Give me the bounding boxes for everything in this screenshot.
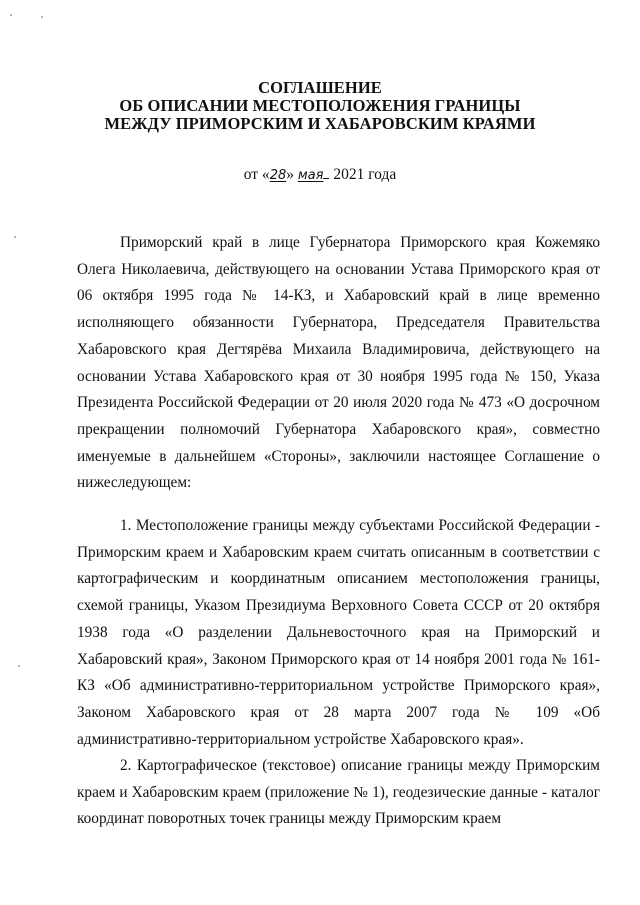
date-suffix: 2021 года <box>329 166 397 183</box>
scan-speck <box>18 665 20 667</box>
document-title-line-1: СОГЛАШЕНИЕ <box>258 78 382 97</box>
date-month-handwritten: мая <box>297 168 324 183</box>
scan-speck <box>14 236 16 238</box>
document-title-line-3: МЕЖДУ ПРИМОРСКИМ И ХАБАРОВСКИМ КРАЯМИ <box>104 114 536 133</box>
preamble-paragraph: Приморский край в лице Губернатора Приморского края Кожемяко Олега Николаевича, действующего на основании Устава Приморского края от 06 октября 1995 года № 14-КЗ, и Хабаровский край в лице временно исполняющего обязанности Губернатора, Председателя Правительства Хабаровского края Дегтярёва Михаила Владимировича, действующего на основании Устава Хабаровского края от 30 ноября 1995 года № 150, Указа Президента Российской Федерации от 20 июля 2020 года № 473 «О досрочном прекращении полномочий Губернатора Хабаровского края», совместно именуемые в дальнейшем «Стороны», заключили настоящее Соглашение о нижеследующем: <box>77 234 600 492</box>
clause-2-paragraph: 2. Картографическое (текстовое) описание границы между Приморским краем и Хабаровским краем (приложение № 1), геодезические данные - каталог координат поворотных точек границы между Приморским краем <box>77 757 600 828</box>
date-prefix: от « <box>243 166 270 183</box>
scan-speck <box>10 14 12 16</box>
clause-1-paragraph: 1. Местоположение границы между субъектами Российской Федерации - Приморским краем и Хабаровским краем считать описанным в соответствии с картографическим и координатным описанием местоположения границы, схемой границы, Указом Президиума Верховного Совета СССР от 20 октября 1938 года «О разделении Дальневосточного края на Приморский и Хабаровский края», Законом Приморского края от 14 ноября 2001 года № 161-КЗ «Об административно-территориальном устройстве Приморского края», Законом Хабаровского края от 28 марта 2007 года № 109 «Об административно-территориальном устройстве Хабаровского края». <box>77 517 600 748</box>
agreement-date <box>0 166 640 185</box>
date-day-handwritten: 28 <box>269 168 287 183</box>
scan-speck <box>41 16 43 18</box>
document-title-line-2: ОБ ОПИСАНИИ МЕСТОПОЛОЖЕНИЯ ГРАНИЦЫ <box>119 96 521 115</box>
date-mid: » <box>286 166 298 183</box>
